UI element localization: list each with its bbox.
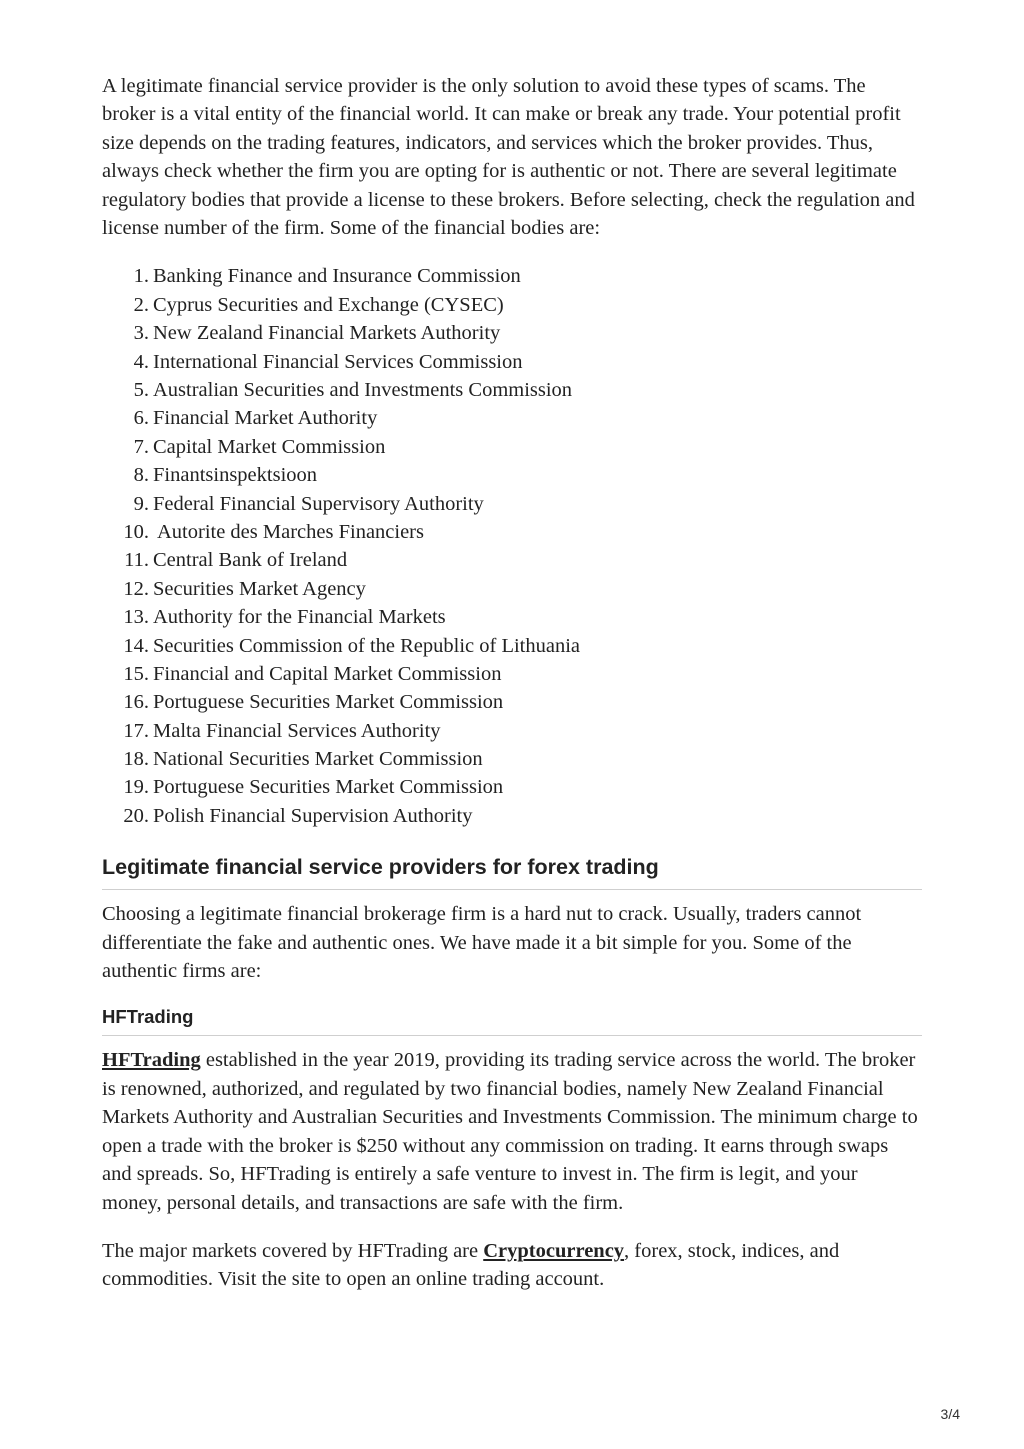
list-item-number: 11. [124,549,149,572]
list-item-number: 18. [123,748,149,771]
list-item-label: Finantsinspektsioon [153,464,318,487]
list-item-label: Financial Market Authority [153,407,378,430]
list-item-label: Securities Market Agency [153,577,366,600]
markets-text-before: The major markets covered by HFTrading are [102,1239,484,1262]
list-item-number: 20. [123,804,149,827]
list-item [102,575,922,603]
list-item [102,291,922,319]
list-item-label: Portuguese Securities Market Commission [153,776,504,799]
list-item [102,773,922,801]
list-item [102,319,922,347]
list-item-number: 1. [133,265,149,288]
list-item [102,688,922,716]
list-item [102,404,922,432]
list-item [102,376,922,404]
list-item [102,632,922,660]
list-item [102,745,922,773]
list-item-number: 14. [123,634,149,657]
list-item-label: National Securities Market Commission [153,748,483,771]
list-item [102,660,922,688]
cryptocurrency-link[interactable]: Cryptocurrency [483,1239,625,1262]
list-item-number: 9. [133,492,149,515]
intro-paragraph: A legitimate financial service provider is the only solution to avoid these types of scams. The broker is a vital entity of the financial world. It can make or break any trade. Your potential profit size depends on the trading features, indicators, and services which the broker provides. Thus, always check whether the firm you are opting for is authentic or not. There are several legitimate regulatory bodies that provide a license to these brokers. Before selecting, check the regulation and license number of the firm. Some of the financial bodies are: [102,75,915,240]
list-item [102,717,922,745]
list-item-number: 12. [123,577,149,600]
list-item [102,802,922,830]
list-item-number: 17. [123,719,149,742]
list-item-label: Cyprus Securities and Exchange (CYSEC) [153,293,504,316]
list-item-label: Securities Commission of the Republic of Lithuania [153,634,581,657]
list-item-number: 2. [133,293,149,316]
regulator-list [102,262,922,830]
list-item-number: 15. [123,662,149,685]
list-item-number: 4. [133,350,149,373]
hftrading-paragraph [102,1046,922,1216]
list-item-label: Portuguese Securities Market Commission [153,691,504,714]
list-item [102,262,922,290]
hftrading-heading: HFTrading [102,1005,922,1036]
list-item-label: Polish Financial Supervision Authority [153,804,473,827]
section-heading: Legitimate financial service providers for forex trading [102,853,922,890]
list-item-label: Authority for the Financial Markets [153,606,446,629]
list-item-number: 6. [133,407,149,430]
list-item-label: Australian Securities and Investments Commission [153,379,573,401]
list-item-label: Banking Finance and Insurance Commission [153,265,521,288]
list-item-label: International Financial Services Commission [153,350,523,373]
list-item [102,433,922,461]
list-item-label: Financial and Capital Market Commission [153,662,502,685]
list-item-label: Central Bank of Ireland [153,549,348,572]
hftrading-paragraph-text: established in the year 2019, providing its trading service across the world. The broker is renowned, authorized, and regulated by two financial bodies, namely New Zealand Financial Markets Authority and Australian Securities and Investments Commission. The minimum charge to open a trade with the broker is $250 without any commission on trading. It earns through swaps and spreads. So, HFTrading is entirely a safe venture to invest in. The firm is legit, and your money, personal details, and transactions are safe with the firm. [102,1049,918,1214]
list-item-label: Autorite des Marches Financiers [153,520,424,543]
list-item [102,603,922,631]
list-item-number: 7. [133,435,149,458]
list-item [102,546,922,574]
page-number: 3/4 [940,1406,960,1422]
list-item-label: Federal Financial Supervisory Authority [153,492,484,515]
markets-text-after: , forex, stock, indices, and commodities. Visit the site to open an online trading account. [102,1239,840,1291]
list-item-number: 19. [123,776,149,799]
list-item-number: 13. [123,606,149,629]
list-item-label: New Zealand Financial Markets Authority [153,322,501,345]
document-page [102,72,922,1294]
list-item-number: 16. [123,691,149,714]
list-item-label: Capital Market Commission [153,435,386,458]
list-item-number: 10. [123,520,149,543]
list-item [102,518,922,546]
list-item [102,461,922,489]
list-item-number: 5. [133,379,149,401]
list-item-number: 8. [133,464,149,487]
hftrading-link[interactable]: HFTrading [102,1049,201,1072]
list-item-number: 3. [133,322,149,345]
list-item [102,490,922,518]
list-item [102,348,922,376]
section-paragraph: Choosing a legitimate financial brokerage firm is a hard nut to crack. Usually, traders cannot differentiate the fake and authentic ones. We have made it a bit simple for you. Some of the authentic firms are: [102,903,862,983]
markets-paragraph [102,1237,922,1294]
list-item-label: Malta Financial Services Authority [153,719,441,742]
